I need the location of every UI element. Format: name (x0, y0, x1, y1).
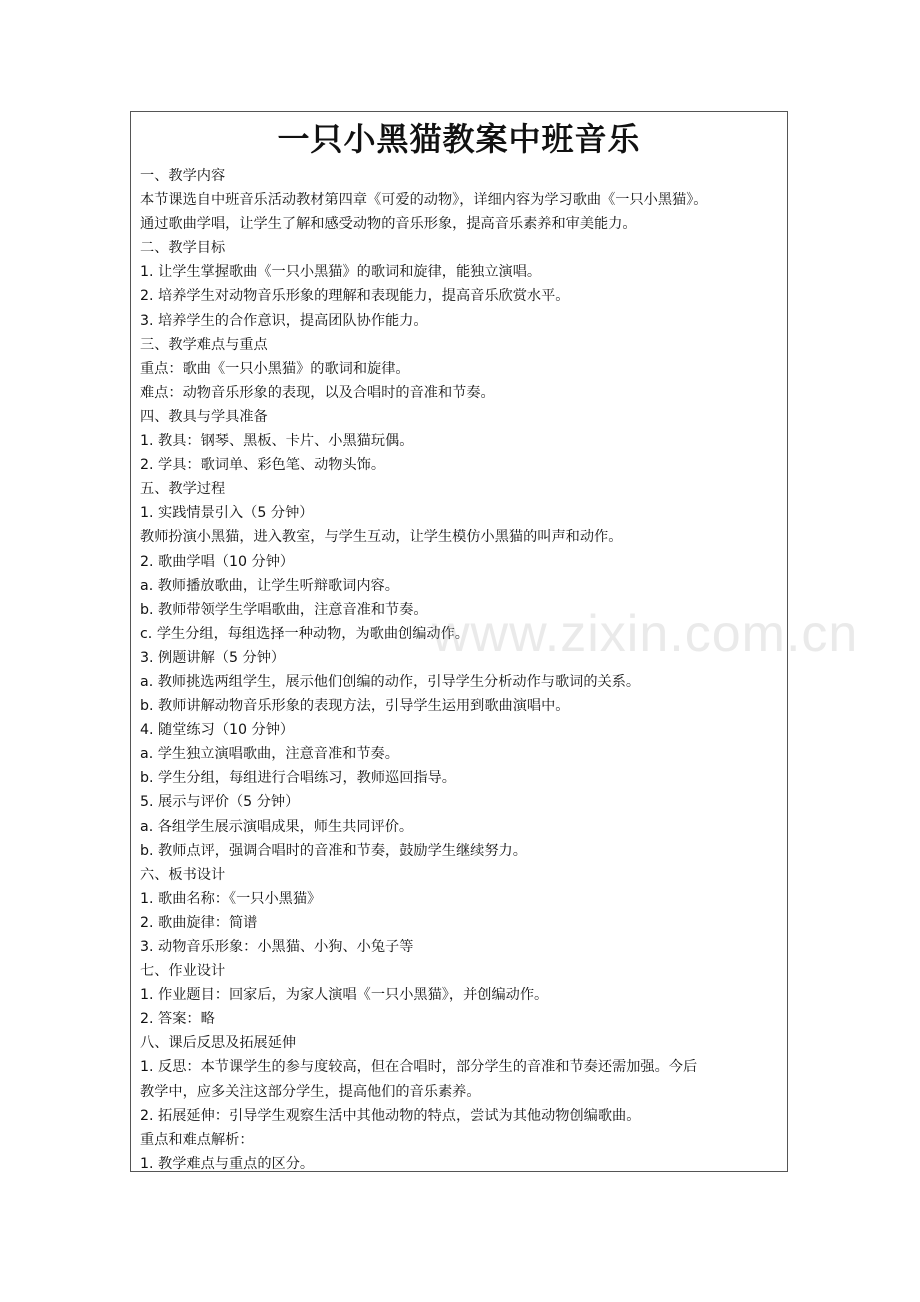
document-body (140, 164, 785, 1176)
document-frame (130, 111, 788, 1172)
text-line: 难点：动物音乐形象的表现，以及合唱时的音准和节奏。 (140, 384, 495, 401)
text-line: 五、教学过程 (140, 481, 226, 498)
text-line: 教师扮演小黑猫，进入教室，与学生互动，让学生模仿小黑猫的叫声和动作。 (140, 529, 623, 546)
text-line: b. 教师讲解动物音乐形象的表现方法，引导学生运用到歌曲演唱中。 (140, 698, 570, 715)
text-line: 八、课后反思及拓展延伸 (140, 1035, 297, 1052)
text-line: 1. 教学难点与重点的区分。 (140, 1155, 315, 1172)
text-line: 1. 让学生掌握歌曲《一只小黑猫》的歌词和旋律，能独立演唱。 (140, 264, 542, 281)
text-line: 七、作业设计 (140, 963, 226, 980)
text-line: 2. 培养学生对动物音乐形象的理解和表现能力，提高音乐欣赏水平。 (140, 288, 570, 305)
text-line: 四、教具与学具准备 (140, 408, 268, 425)
text-line: 2. 答案：略 (140, 1011, 215, 1028)
text-line: b. 教师带领学生学唱歌曲，注意音准和节奏。 (140, 601, 428, 618)
text-line: a. 教师播放歌曲，让学生听辩歌词内容。 (140, 577, 399, 594)
text-line: 3. 培养学生的合作意识，提高团队协作能力。 (140, 312, 428, 329)
text-line: 3. 例题讲解（5 分钟） (140, 649, 286, 666)
text-line: 4. 随堂练习（10 分钟） (140, 722, 295, 739)
text-line: 一、教学内容 (140, 168, 226, 184)
text-line: 重点和难点解析： (140, 1131, 254, 1148)
text-line: 2. 拓展延伸：引导学生观察生活中其他动物的特点，尝试为其他动物创编歌曲。 (140, 1107, 641, 1124)
text-line: 二、教学目标 (140, 240, 226, 257)
text-line: 通过歌曲学唱，让学生了解和感受动物的音乐形象，提高音乐素养和审美能力。 (140, 216, 637, 233)
text-line: 本节课选自中班音乐活动教材第四章《可爱的动物》，详细内容为学习歌曲《一只小黑猫》。 (140, 192, 708, 209)
text-line: 教学中，应多关注这部分学生，提高他们的音乐素养。 (140, 1083, 481, 1100)
document-title: 一只小黑猫教案中班音乐 (277, 120, 641, 158)
text-line: a. 各组学生展示演唱成果，师生共同评价。 (140, 818, 414, 835)
watermark: www.zixin.com.cn (432, 605, 859, 663)
text-line: 六、板书设计 (140, 866, 226, 883)
text-line: 1. 教具：钢琴、黑板、卡片、小黑猫玩偶。 (140, 433, 414, 450)
text-line: 重点：歌曲《一只小黑猫》的歌词和旋律。 (140, 360, 410, 377)
text-line: 3. 动物音乐形象：小黑猫、小狗、小兔子等 (140, 939, 414, 955)
text-line: 三、教学难点与重点 (140, 336, 268, 353)
text-line: 5. 展示与评价（5 分钟） (140, 794, 300, 811)
text-line: 2. 歌曲旋律：简谱 (140, 914, 258, 931)
text-line: a. 学生独立演唱歌曲，注意音准和节奏。 (140, 746, 399, 763)
text-line: b. 学生分组，每组进行合唱练习，教师巡回指导。 (140, 770, 456, 787)
text-line: b. 教师点评，强调合唱时的音准和节奏，鼓励学生继续努力。 (140, 842, 527, 859)
text-line: 2. 学具：歌词单、彩色笔、动物头饰。 (140, 457, 386, 474)
text-line: a. 教师挑选两组学生，展示他们创编的动作，引导学生分析动作与歌词的关系。 (140, 673, 641, 690)
text-line: 1. 反思：本节课学生的参与度较高，但在合唱时，部分学生的音准和节奏还需加强。今后 (140, 1059, 698, 1076)
text-line: 1. 作业题目：回家后，为家人演唱《一只小黑猫》，并创编动作。 (140, 987, 549, 1004)
text-line: 2. 歌曲学唱（10 分钟） (140, 553, 295, 570)
text-line: 1. 歌曲名称：《一只小黑猫》 (140, 890, 322, 907)
text-line: 1. 实践情景引入（5 分钟） (140, 505, 314, 522)
text-line: c. 学生分组，每组选择一种动物，为歌曲创编动作。 (140, 625, 469, 642)
